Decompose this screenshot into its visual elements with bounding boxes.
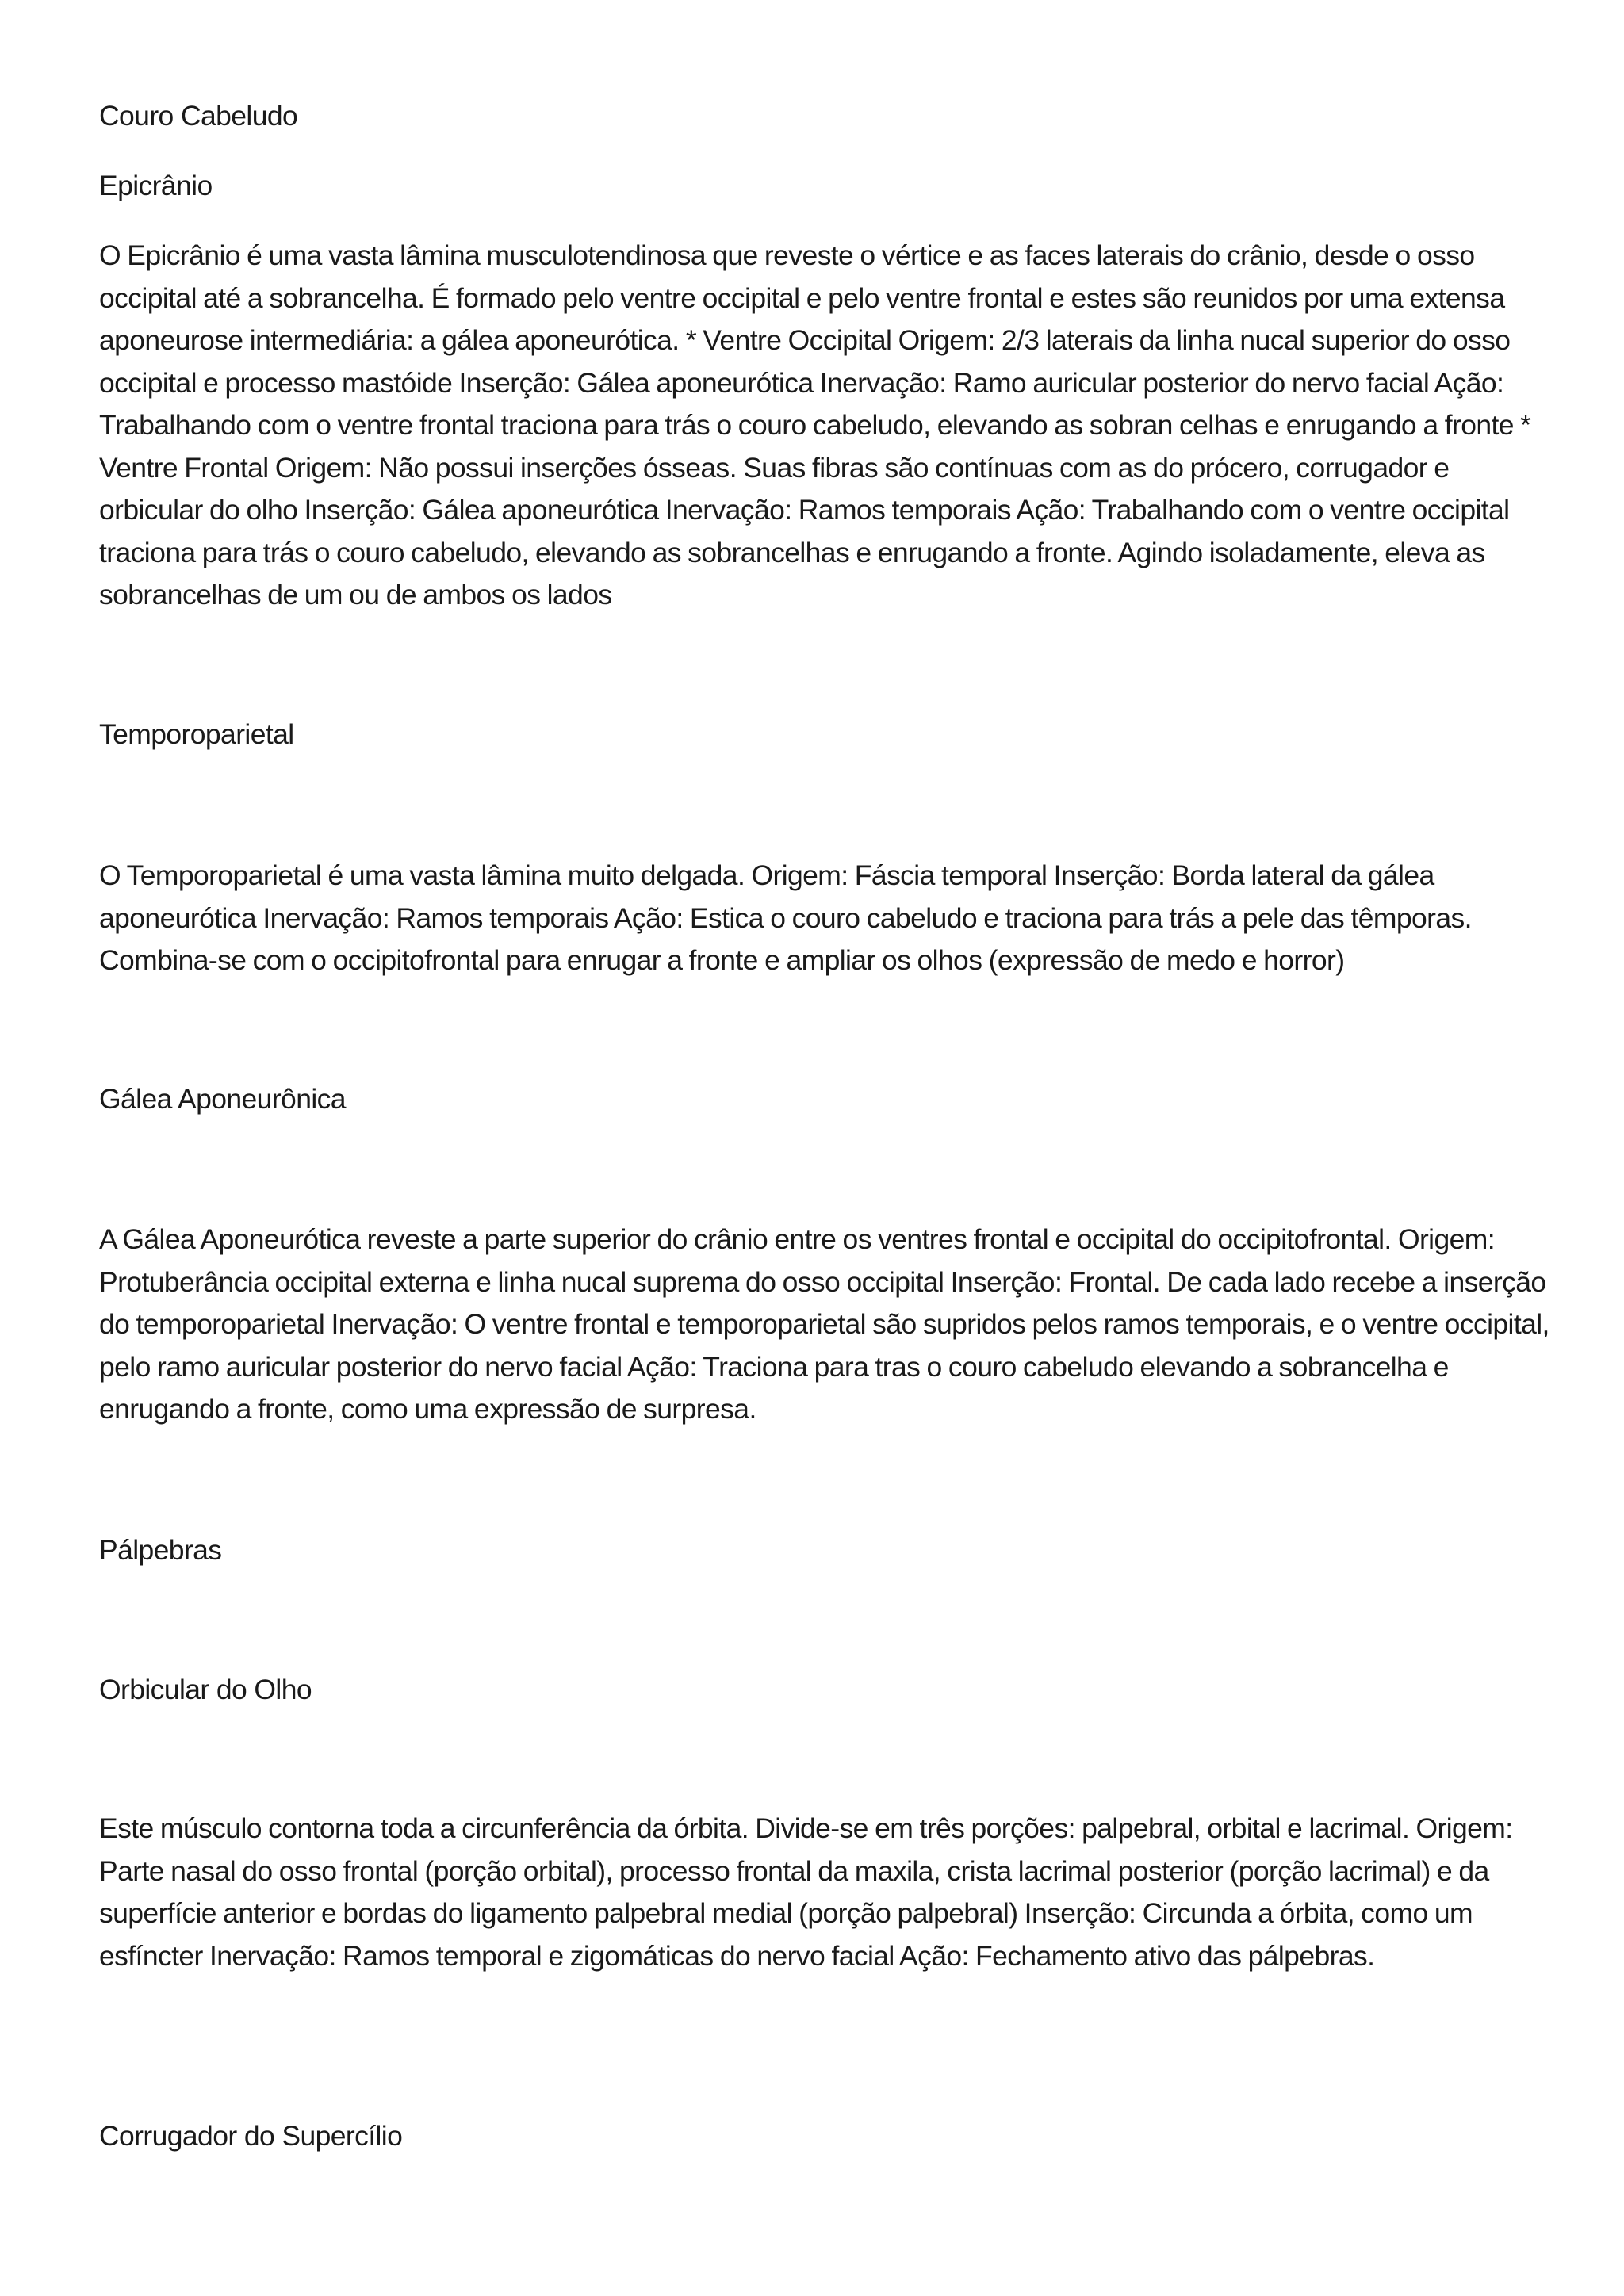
section-body-orbicular: Este músculo contorna toda a circunferência da órbita. Divide-se em três porções: palpebral, orbital e lacrimal. Origem: Parte nasal do osso frontal (porção orbital), processo frontal da maxila, crista lacrimal posterior (porção lacrimal) e da superfície anterior e bordas do ligamento palpebral medial (porção palpebral) Inserção: Circunda a órbita, como um esfíncter Inervação: Ramos temporal e zigomáticas do nervo facial Ação: Fechamento ativo das pálpebras. (99, 1812, 1513, 1972)
section-subtitle-palpebras: Pálpebras (99, 1534, 222, 1566)
section-body-galea: A Gálea Aponeurótica reveste a parte superior do crânio entre os ventres frontal e occipital do occipitofrontal. Origem: Protuberância occipital externa e linha nucal suprema do osso occipital Inserção: Frontal. De cada lado recebe a inserção do temporoparietal Inervação: O ventre frontal e temporoparietal são supridos pelos ramos temporais, e o ventre occipital, pelo ramo auricular posterior do nervo facial Ação: Traciona para tras o couro cabeludo elevando a sobrancelha e enrugando a fronte, como uma expressão de surpresa. (99, 1223, 1549, 1425)
section-heading-temporoparietal: Temporoparietal (99, 718, 294, 750)
section-heading-epicranio: Epicrânio (99, 170, 213, 201)
section-body-epicranio: O Epicrânio é uma vasta lâmina musculotendinosa que reveste o vértice e as faces laterais do crânio, desde o osso occipital até a sobrancelha. É formado pelo ventre occipital e pelo ventre frontal e estes são reunidos por uma extensa aponeurose intermediária: a gálea aponeurótica. * Ventre Occipital Origem: 2/3 laterais da linha nucal superior do osso occipital e processo mastóide Inserção: Gálea aponeurótica Inervação: Ramo auricular posterior do nervo facial Ação: Trabalhando com o ventre frontal traciona para trás o couro cabeludo, elevando as sobran celhas e enrugando a fronte * Ventre Frontal Origem: Não possui inserções ósseas. Suas fibras são contínuas com as do prócero, corrugador e orbicular do olho Inserção: Gálea aponeurótica Inervação: Ramos temporais Ação: Trabalhando com o ventre occipital traciona para trás o couro cabeludo, elevando as sobrancelhas e enrugando a fronte. Agindo isoladamente, eleva as sobrancelhas de um ou de ambos os lados (99, 239, 1531, 610)
section-body-temporoparietal: O Temporoparietal é uma vasta lâmina muito delgada. Origem: Fáscia temporal Inserção: Borda lateral da gálea aponeurótica Inervação: Ramos temporais Ação: Estica o couro cabeludo e traciona para trás a pele das têmporas. Combina-se com o occipitofrontal para enrugar a fronte e ampliar os olhos (expressão de medo e horror) (99, 859, 1472, 976)
section-heading-corrugador: Corrugador do Supercílio (99, 2120, 403, 2152)
document-title: Couro Cabeludo (99, 100, 298, 132)
section-heading-orbicular: Orbicular do Olho (99, 1674, 312, 1705)
section-heading-galea: Gálea Aponeurônica (99, 1083, 346, 1115)
